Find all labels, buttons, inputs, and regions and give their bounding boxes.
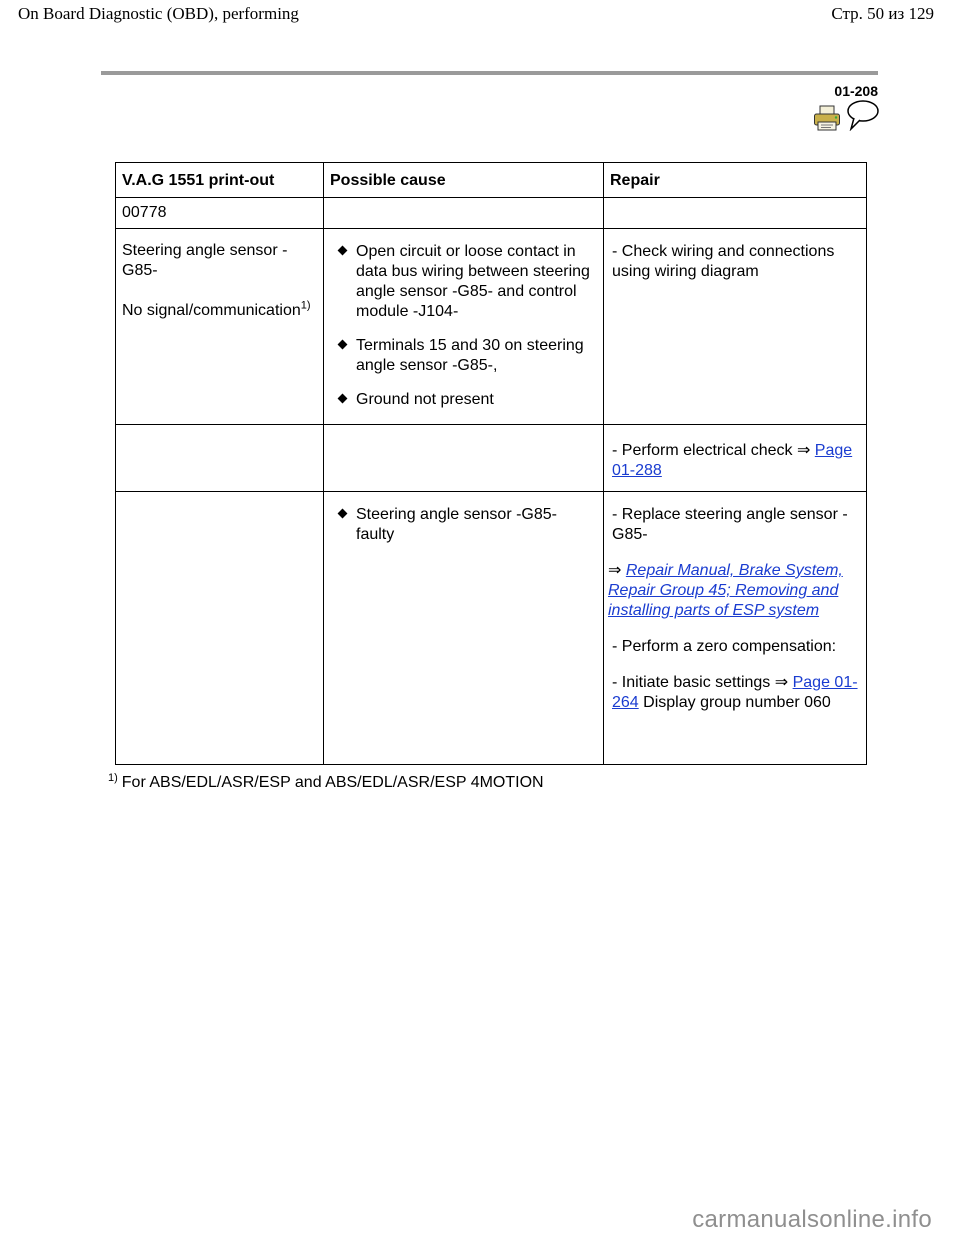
speech-bubble-icon[interactable]	[846, 99, 880, 131]
list-item: Terminals 15 and 30 on steering angle sensor -G85-,	[336, 336, 595, 376]
repair-manual-link[interactable]: Repair Manual, Brake System, Repair Group 45; Removing and installing parts of ESP system	[608, 562, 843, 619]
printer-icon[interactable]	[813, 105, 841, 131]
table-header-row	[116, 163, 867, 198]
column-header: V.A.G 1551 print-out	[116, 163, 324, 198]
table-row	[116, 229, 867, 425]
diamond-bullet-icon	[338, 340, 348, 350]
fault-name: Steering angle sensor - G85-	[122, 242, 288, 279]
diamond-bullet-icon	[338, 246, 348, 256]
footnote-mark: 1)	[108, 771, 118, 784]
column-header: Possible cause	[324, 163, 604, 198]
table-row	[116, 492, 867, 765]
repair-step: - Perform electrical check ⇒ Page 01-288	[612, 442, 853, 479]
footnote	[108, 771, 544, 792]
diagnostic-table	[115, 162, 867, 765]
watermark: carmanualsonline.info	[692, 1206, 932, 1233]
repair-step: - Initiate basic settings ⇒ Page 01-264 Display group number 060	[612, 674, 858, 711]
repair-step: - Perform a zero compensation:	[612, 638, 837, 655]
repair-step: - Replace steering angle sensor -G85-	[612, 506, 848, 543]
page-link[interactable]: Page 01-288	[612, 442, 853, 479]
document-title: On Board Diagnostic (OBD), performing	[18, 4, 299, 23]
fault-description: No signal/communication$^{1)}$	[122, 299, 311, 319]
list-item: Open circuit or loose contact in data bus wiring between steering angle sensor -G85- and control module -J104-	[336, 242, 595, 322]
repair-manual-reference: ⇒ Repair Manual, Brake System, Repair Group 45; Removing and installing parts of ESP system	[608, 562, 843, 619]
footnote-reference: 1)	[300, 299, 311, 312]
table-row	[116, 198, 867, 229]
page-number: 01-208	[834, 83, 878, 99]
list-item: Steering angle sensor -G85- faulty	[336, 505, 595, 545]
diamond-bullet-icon	[338, 394, 348, 404]
column-header: Repair	[604, 163, 867, 198]
list-item: Ground not present	[336, 390, 595, 410]
table-row	[116, 425, 867, 492]
header-rule	[101, 71, 878, 75]
page-counter: Стр. 50 из 129	[831, 4, 934, 23]
page-link[interactable]: Page 01-264	[612, 674, 858, 711]
repair-step: - Check wiring and connections using wiring diagram	[612, 243, 835, 280]
diamond-bullet-icon	[338, 509, 348, 519]
fault-code: 00778	[122, 204, 167, 221]
footnote-text: For ABS/EDL/ASR/ESP and ABS/EDL/ASR/ESP 4MOTION	[121, 774, 544, 791]
